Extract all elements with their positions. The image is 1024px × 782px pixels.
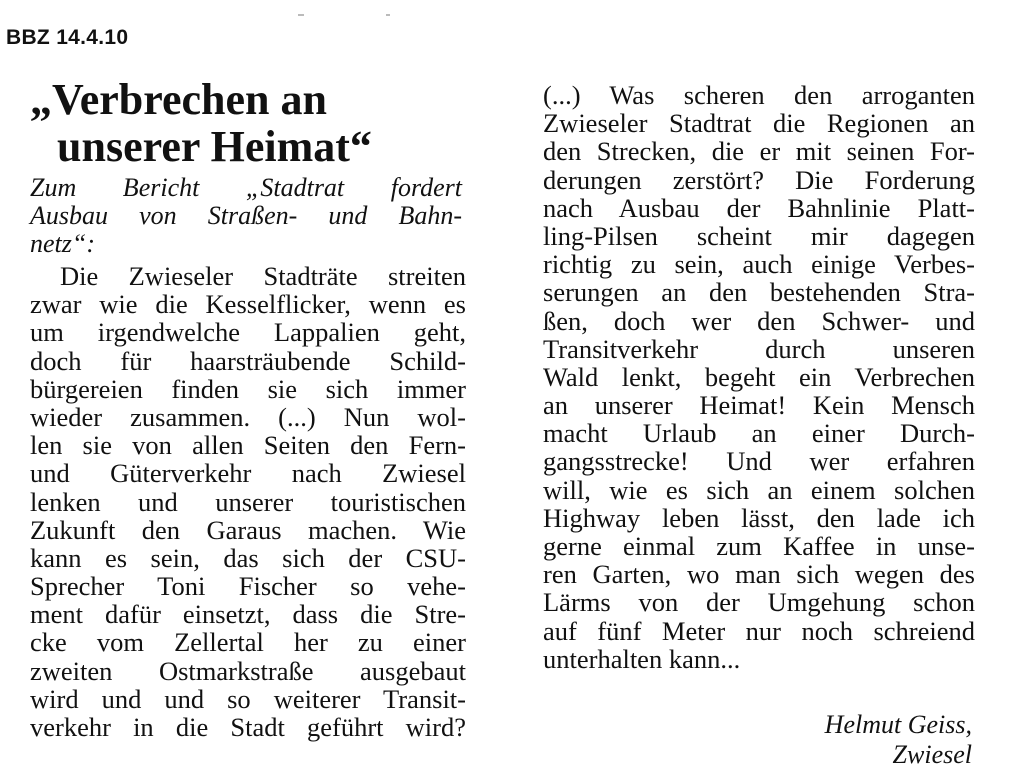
body-line: ren Garten, wo man sich wegen des <box>543 559 975 590</box>
body-line: Die Zwieseler Stadträte streiten <box>60 261 466 291</box>
body-line: den Strecken, die er mit seinen For- <box>543 136 975 167</box>
body-line: cke vom Zellertal her zu einer <box>30 627 466 658</box>
body-line: Wald lenkt, begeht ein Verbrechen <box>543 361 975 392</box>
body-line: Zukunft den Garaus machen. Wie <box>30 514 466 545</box>
headline <box>30 76 470 170</box>
body-line: Sprecher Toni Fischer so vehe- <box>30 571 466 602</box>
letter-body-right-column <box>543 81 975 673</box>
body-line: gangsstrecke! Und wer erfahren <box>543 446 975 477</box>
body-line: Zwieseler Stadtrat die Regionen an <box>543 108 975 139</box>
body-line: wird und und so weiterer Transit- <box>30 683 466 714</box>
body-line: an unserer Heimat! Kein Mensch <box>543 390 975 421</box>
author-name: Helmut Geiss, <box>824 710 972 739</box>
subheading-line: Zum Bericht „Stadtrat fordert <box>30 173 462 202</box>
body-line: lenken und unserer touristischen <box>30 486 466 517</box>
body-line: nach Ausbau der Bahnlinie Platt- <box>543 192 975 223</box>
subheading-line: Ausbau von Straßen- und Bahn- <box>30 201 462 231</box>
body-line: (...) Was scheren den arroganten <box>543 80 975 110</box>
body-line: macht Urlaub an einer Durch- <box>543 418 975 449</box>
body-line: Transitverkehr durch unseren <box>543 333 975 364</box>
body-line: kann es sein, das sich der CSU- <box>30 542 466 573</box>
body-line: auf fünf Meter nur noch schreiend <box>543 615 975 646</box>
body-line: unterhalten kann... <box>543 643 741 674</box>
scan-speck <box>386 14 390 16</box>
body-line: zweiten Ostmarkstraße ausgebaut <box>30 655 466 686</box>
body-line: ment dafür einsetzt, dass die Stre- <box>30 599 466 630</box>
body-line: richtig zu sein, auch einige Verbes- <box>543 249 975 280</box>
body-line: serungen an den bestehenden Stra- <box>543 277 975 308</box>
body-line: verkehr in die Stadt geführt wird? <box>30 712 466 742</box>
subheading-line: netz“: <box>30 229 95 259</box>
body-line: wieder zusammen. (...) Nun wol- <box>30 401 466 432</box>
author-signature <box>825 710 972 770</box>
body-line: Lärms von der Umgehung schon <box>543 587 975 618</box>
body-line: bürgereien finden sie sich immer <box>30 373 466 404</box>
source-label: BBZ 14.4.10 <box>6 26 129 49</box>
body-line: ßen, doch wer den Schwer- und <box>543 305 975 336</box>
body-line: doch für haarsträubende Schild- <box>30 345 466 376</box>
body-line: len sie von allen Seiten den Fern- <box>30 430 466 461</box>
scan-speck <box>298 14 304 16</box>
subheading <box>30 174 462 259</box>
body-line: um irgendwelche Lappalien geht, <box>30 317 466 348</box>
body-line: Highway leben lässt, den lade ich <box>543 502 975 533</box>
headline-line-2: unserer Heimat“ <box>57 122 372 171</box>
body-line: und Güterverkehr nach Zwiesel <box>30 458 466 489</box>
body-line: derungen zerstört? Die Forderung <box>543 164 975 195</box>
author-place: Zwiesel <box>892 740 972 769</box>
body-line: zwar wie die Kesselflicker, wenn es <box>30 289 466 320</box>
letter-body-left-column <box>30 262 466 741</box>
body-line: will, wie es sich an einem solchen <box>543 474 975 505</box>
body-line: ling-Pilsen scheint mir dagegen <box>543 220 975 251</box>
body-line: gerne einmal zum Kaffee in unse- <box>543 531 975 561</box>
headline-line-1: „Verbrechen an <box>30 75 327 124</box>
